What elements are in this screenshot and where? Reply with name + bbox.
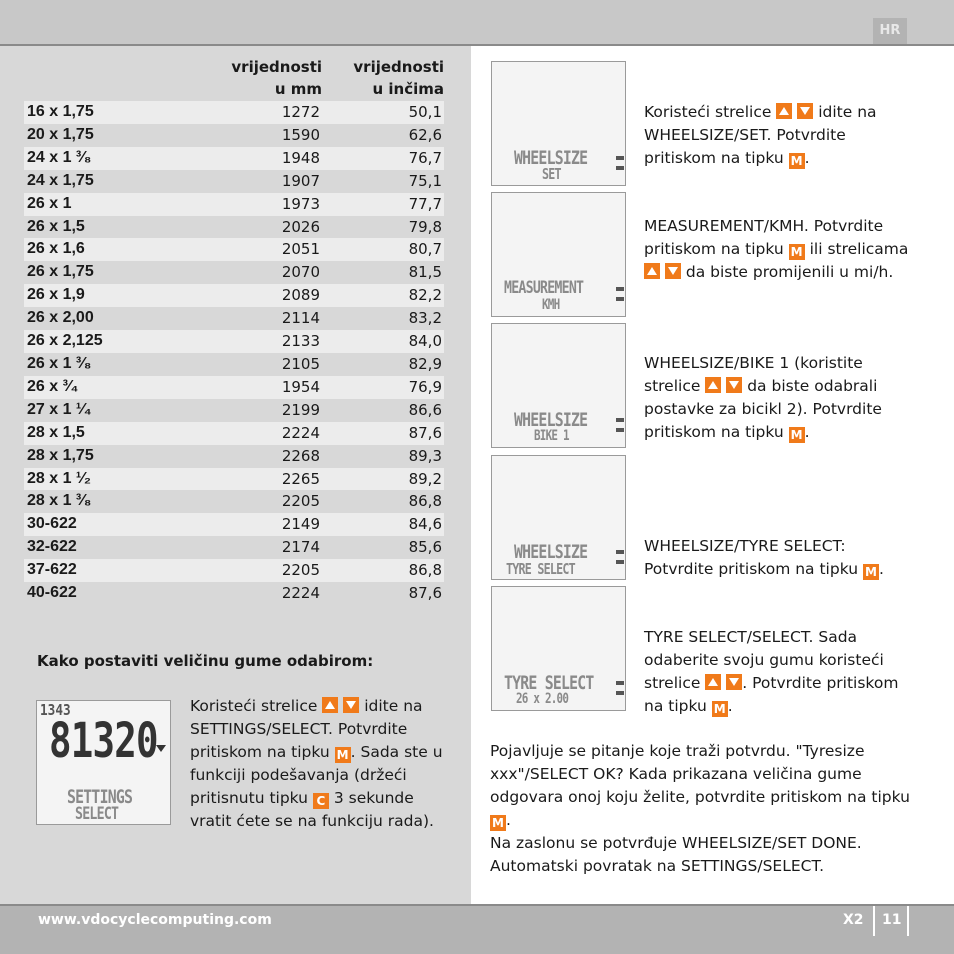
step-4-text: WHEELSIZE/TYRE SELECT: Potvrdite pritiskom na tipku M .: [644, 537, 884, 579]
tyre-size-cell: 28 x 1,5: [24, 422, 194, 445]
tyre-size-table: [24, 101, 444, 605]
inch-value-cell: 82,9: [322, 353, 444, 376]
mm-value-cell: 1973: [194, 193, 322, 216]
mm-value-cell: 2265: [194, 468, 322, 491]
arrow-down-icon: [665, 263, 681, 279]
inch-value-cell: 77,7: [322, 193, 444, 216]
lcd-measurement: [491, 192, 626, 317]
tyre-size-cell: 26 x 1 ³⁄₈: [24, 353, 194, 376]
mm-value-cell: 1272: [194, 101, 322, 124]
mm-value-cell: 2051: [194, 238, 322, 261]
mm-value-cell: 2149: [194, 513, 322, 536]
inch-value-cell: 84,0: [322, 330, 444, 353]
table-row: [24, 147, 444, 170]
mm-value-cell: 2114: [194, 307, 322, 330]
footer-separator: [873, 906, 875, 936]
table-row: [24, 124, 444, 147]
table-row: [24, 376, 444, 399]
lcd-indicator: [616, 681, 624, 685]
m-button-icon: M: [789, 153, 805, 169]
tyre-size-cell: 26 x 1,9: [24, 284, 194, 307]
mm-value-cell: 2205: [194, 490, 322, 513]
lcd-small-readout: 1343: [40, 701, 71, 719]
inch-value-cell: 87,6: [322, 422, 444, 445]
tyre-size-cell: 27 x 1 ¹⁄₄: [24, 399, 194, 422]
section-title: Kako postaviti veličinu gume odabirom:: [37, 652, 374, 670]
tyre-size-cell: 28 x 1,75: [24, 445, 194, 468]
inch-value-cell: 50,1: [322, 101, 444, 124]
table-row: [24, 193, 444, 216]
lcd-line-2: BIKE 1: [534, 428, 569, 444]
lcd-indicator: [616, 297, 624, 301]
lcd-indicator: [616, 691, 624, 695]
mm-value-cell: 1907: [194, 170, 322, 193]
tyre-size-cell: 32-622: [24, 536, 194, 559]
tyre-size-cell: 26 x 1,5: [24, 216, 194, 239]
lcd-indicator: [616, 560, 624, 564]
table-row: [24, 582, 444, 605]
inch-value-cell: 87,6: [322, 582, 444, 605]
footer-model: X2: [843, 912, 864, 928]
mm-value-cell: 2199: [194, 399, 322, 422]
arrow-up-icon: [705, 377, 721, 393]
m-button-icon: M: [789, 427, 805, 443]
inch-value-cell: 89,2: [322, 468, 444, 491]
header-band: [0, 0, 954, 44]
table-row: [24, 330, 444, 353]
inch-value-cell: 75,1: [322, 170, 444, 193]
lcd-wheelsize-tyre: [491, 455, 626, 580]
table-row: [24, 468, 444, 491]
mm-value-cell: 1954: [194, 376, 322, 399]
arrow-up-icon: [776, 103, 792, 119]
mm-value-cell: 2268: [194, 445, 322, 468]
lcd-line-1: TYRE SELECT: [504, 672, 594, 694]
m-button-icon: M: [335, 747, 351, 763]
inch-value-cell: 86,8: [322, 559, 444, 582]
arrow-up-icon: [644, 263, 660, 279]
inch-value-cell: 76,7: [322, 147, 444, 170]
lcd-wheelsize-set: [491, 61, 626, 186]
inch-value-cell: 62,6: [322, 124, 444, 147]
m-button-icon: M: [490, 815, 506, 831]
step-1-text: Koristeći strelice idite na WHEELSIZE/SET. Potvrdite pritiskom na tipku M .: [644, 103, 877, 168]
lcd-line-1: SETTINGS: [67, 786, 133, 808]
mm-value-cell: 2089: [194, 284, 322, 307]
lcd-line-1: MEASUREMENT: [504, 278, 584, 298]
table-row: [24, 399, 444, 422]
lcd-big-readout: 81320: [49, 713, 158, 769]
mm-value-cell: 2070: [194, 261, 322, 284]
inch-value-cell: 85,6: [322, 536, 444, 559]
inch-value-cell: 86,6: [322, 399, 444, 422]
mm-value-cell: 2224: [194, 582, 322, 605]
m-button-icon: M: [789, 244, 805, 260]
m-button-icon: M: [712, 701, 728, 717]
language-tag: HR: [873, 18, 907, 44]
lcd-indicator: [616, 550, 624, 554]
mm-value-cell: 2224: [194, 422, 322, 445]
arrow-up-icon: [705, 674, 721, 690]
table-row: [24, 284, 444, 307]
step-0-text: Koristeći strelice idite na SETTINGS/SELECT. Potvrdite pritiskom na tipku M . Sada ste u funkciji podešavanja (držeći pritisnutu tipku C 3 sekunde vratit ćete se na funkciju rada).: [190, 697, 443, 830]
lcd-settings-select: [36, 700, 171, 825]
footer-url: www.vdocyclecomputing.com: [38, 912, 272, 928]
arrow-down-icon: [797, 103, 813, 119]
tyre-size-cell: 26 x 1: [24, 193, 194, 216]
table-row: [24, 353, 444, 376]
arrow-down-icon: [726, 674, 742, 690]
c-button-icon: C: [313, 793, 329, 809]
table-row: [24, 513, 444, 536]
tyre-size-cell: 26 x 1,75: [24, 261, 194, 284]
lcd-indicator: [616, 287, 624, 291]
inch-value-cell: 84,6: [322, 513, 444, 536]
lcd-line-2: TYRE SELECT: [506, 560, 575, 578]
inch-value-cell: 86,8: [322, 490, 444, 513]
tyre-size-cell: 28 x 1 ³⁄₈: [24, 490, 194, 513]
tyre-size-cell: 30-622: [24, 513, 194, 536]
table-row: [24, 170, 444, 193]
table-row: [24, 422, 444, 445]
table-row: [24, 307, 444, 330]
mm-value-cell: 2174: [194, 536, 322, 559]
table-row: [24, 261, 444, 284]
lcd-indicator: [616, 166, 624, 170]
tyre-size-cell: 26 x 1,6: [24, 238, 194, 261]
table-row: [24, 490, 444, 513]
mm-value-cell: 2026: [194, 216, 322, 239]
inch-value-cell: 82,2: [322, 284, 444, 307]
mm-value-cell: 2205: [194, 559, 322, 582]
table-row: [24, 536, 444, 559]
column-header-mm: vrijednosti u mm: [231, 58, 322, 98]
final-confirmation-text: Pojavljuje se pitanje koje traži potvrdu. "Tyresize xxx"/SELECT OK? Kada prikazana veličina gume odgovara onoj koju želite, potvrdite pritiskom na tipku M . Na zaslonu se potvrđuje WHEELSIZE/SET DONE. Automatski povratak na SETTINGS/SELECT.: [490, 742, 910, 875]
table-row: [24, 101, 444, 124]
inch-value-cell: 79,8: [322, 216, 444, 239]
arrow-down-icon: [726, 377, 742, 393]
arrow-up-icon: [322, 697, 338, 713]
column-header-inches: vrijednosti u inčima: [353, 58, 444, 98]
tyre-size-cell: 20 x 1,75: [24, 124, 194, 147]
tyre-size-cell: 24 x 1,75: [24, 170, 194, 193]
inch-value-cell: 89,3: [322, 445, 444, 468]
lcd-line-2: KMH: [542, 297, 560, 313]
lcd-line-1: WHEELSIZE: [514, 409, 588, 431]
step-2-text: MEASUREMENT/KMH. Potvrdite pritiskom na tipku M ili strelicama da biste promijenili u mi/h.: [644, 217, 909, 281]
table-row: [24, 559, 444, 582]
tyre-size-cell: 26 x 2,125: [24, 330, 194, 353]
m-button-icon: M: [863, 564, 879, 580]
lcd-indicator: [616, 428, 624, 432]
lcd-line-2: 26 x 2.00: [516, 691, 569, 707]
mm-value-cell: 1590: [194, 124, 322, 147]
table-row: [24, 238, 444, 261]
lcd-line-1: WHEELSIZE: [514, 541, 588, 563]
lcd-down-marker: [156, 745, 166, 752]
tyre-size-cell: 16 x 1,75: [24, 101, 194, 124]
lcd-indicator: [616, 418, 624, 422]
inch-value-cell: 80,7: [322, 238, 444, 261]
mm-value-cell: 1948: [194, 147, 322, 170]
lcd-line-2: SELECT: [75, 804, 119, 824]
table-row: [24, 445, 444, 468]
lcd-tyre-select: [491, 586, 626, 711]
step-5-text: TYRE SELECT/SELECT. Sada odaberite svoju gumu koristeći strelice . Potvrdite pritiskom na tipku M .: [644, 628, 899, 716]
inch-value-cell: 83,2: [322, 307, 444, 330]
footer-separator: [907, 906, 909, 936]
mm-value-cell: 2105: [194, 353, 322, 376]
tyre-size-cell: 37-622: [24, 559, 194, 582]
tyre-size-cell: 28 x 1 ¹⁄₂: [24, 468, 194, 491]
tyre-size-cell: 40-622: [24, 582, 194, 605]
lcd-indicator: [616, 156, 624, 160]
arrow-down-icon: [343, 697, 359, 713]
lcd-wheelsize-bike: [491, 323, 626, 448]
lcd-line-1: WHEELSIZE: [514, 147, 588, 169]
tyre-size-cell: 26 x ³⁄₄: [24, 376, 194, 399]
step-3-text: WHEELSIZE/BIKE 1 (koristite strelice da biste odabrali postavke za bicikl 2). Potvrdite pritiskom na tipku M .: [644, 354, 882, 442]
mm-value-cell: 2133: [194, 330, 322, 353]
tyre-size-cell: 24 x 1 ³⁄₈: [24, 147, 194, 170]
inch-value-cell: 81,5: [322, 261, 444, 284]
page-number: 11: [882, 912, 902, 928]
lcd-line-2: SET: [542, 165, 561, 183]
table-row: [24, 216, 444, 239]
tyre-size-cell: 26 x 2,00: [24, 307, 194, 330]
footer: [0, 906, 954, 954]
inch-value-cell: 76,9: [322, 376, 444, 399]
